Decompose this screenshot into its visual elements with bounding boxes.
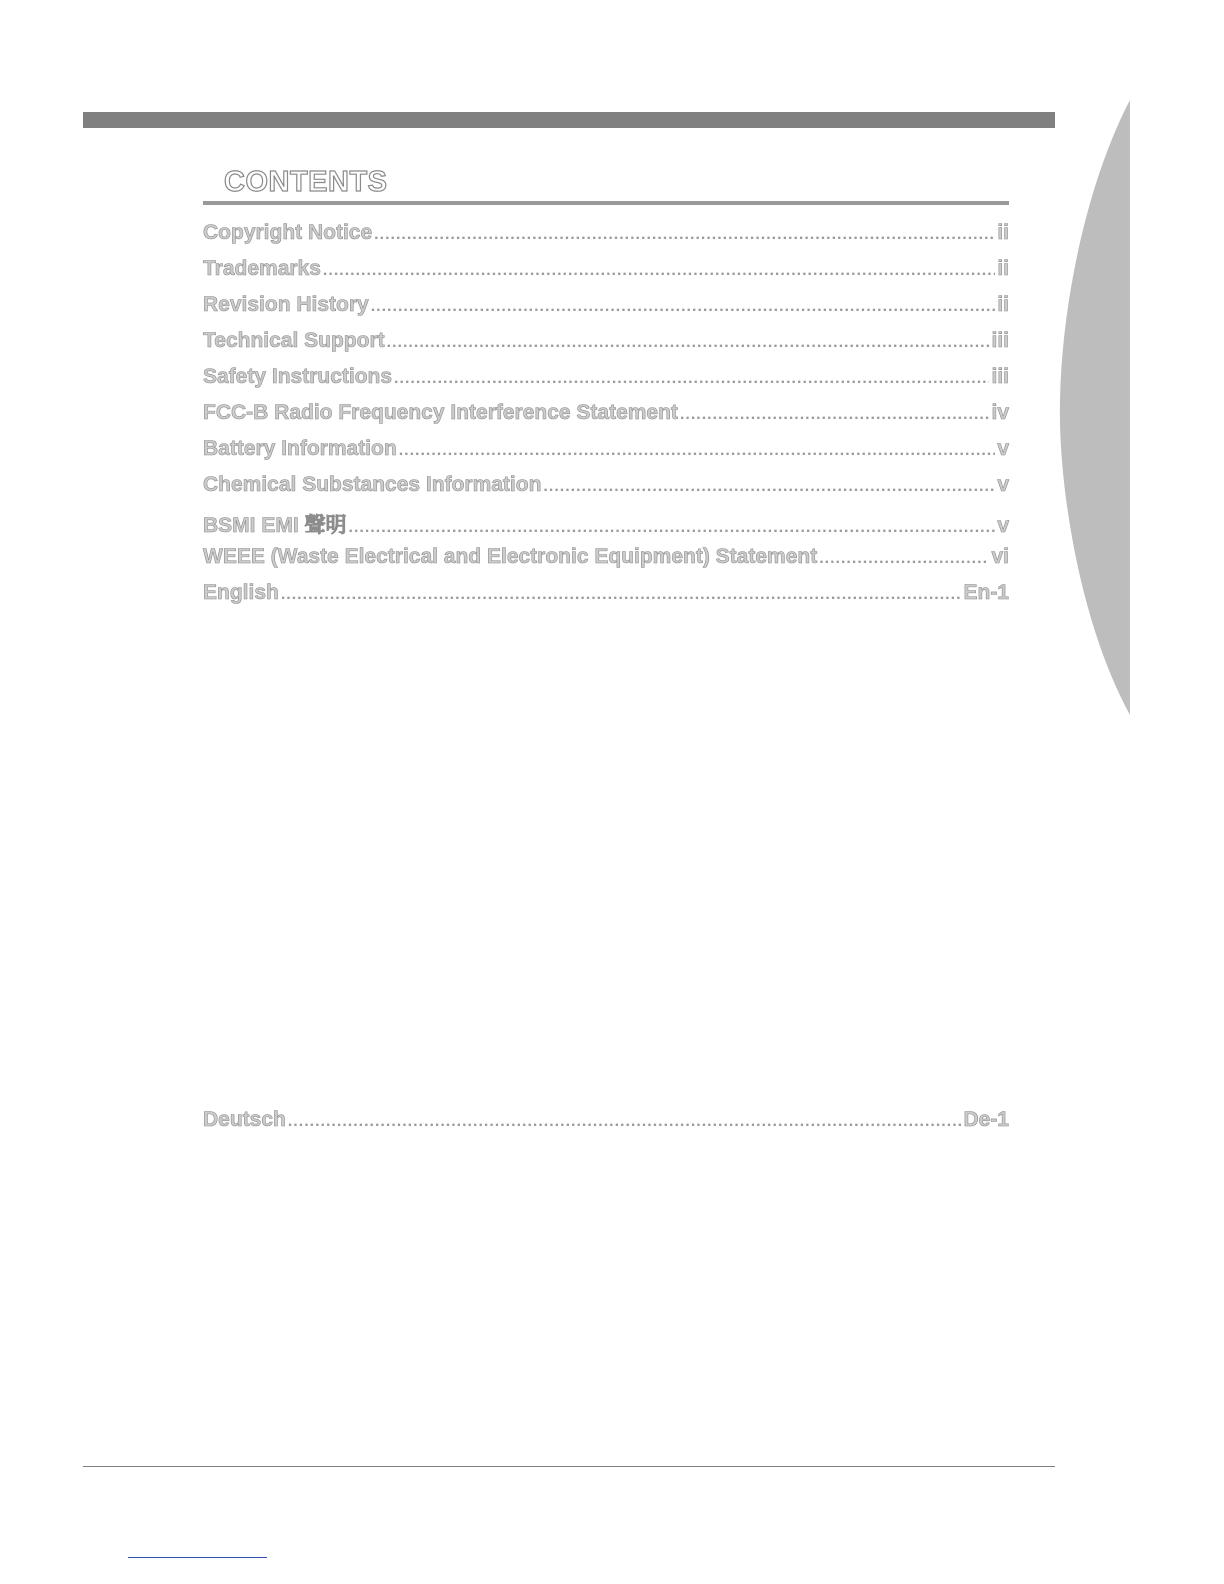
toc-entry-page: En-1 (963, 581, 1009, 604)
toc-entry-copyright-notice[interactable] (203, 221, 1009, 251)
toc-entry-fcc-b-statement[interactable] (203, 401, 1009, 431)
toc-entry-page: v (997, 473, 1009, 496)
toc-dot-leader (374, 226, 995, 244)
footer-rule (83, 1466, 1055, 1467)
toc-entry-page: ii (997, 221, 1009, 244)
toc-entry-page: vi (991, 545, 1009, 568)
footer-link-underline (128, 1557, 267, 1558)
toc-entry-page: v (997, 437, 1009, 460)
toc-entry-label: English (203, 581, 279, 604)
toc-entry-label: Technical Support (203, 329, 385, 352)
toc-entry-page: ii (997, 293, 1009, 316)
toc-entry-page: iv (991, 401, 1009, 424)
toc-entry-label: Revision History (203, 293, 369, 316)
toc-entry-trademarks[interactable] (203, 257, 1009, 287)
toc-entry-page: iii (991, 365, 1009, 388)
toc-dot-leader (323, 262, 995, 280)
side-tab-decoration (1058, 100, 1138, 715)
toc-dot-leader (349, 519, 996, 537)
toc-entry-weee-statement[interactable] (203, 545, 1009, 575)
toc-entry-label: Safety Instructions (203, 365, 393, 388)
toc-dot-leader (399, 442, 996, 460)
toc-entry-bsmi-emi[interactable] (203, 509, 1009, 539)
toc-entry-english[interactable] (203, 581, 1009, 611)
toc-entry-label: Trademarks (203, 257, 321, 280)
toc-dot-leader (394, 370, 989, 388)
title-underline (203, 201, 1009, 205)
toc-entry-page: v (997, 514, 1009, 537)
toc-entry-label: WEEE (Waste Electrical and Electronic Equipment) Statement (203, 545, 818, 568)
toc-entry-chemical-substances[interactable] (203, 473, 1009, 503)
header-bar (83, 112, 1055, 128)
toc-entry-label: Battery Information (203, 437, 397, 460)
toc-dot-leader (819, 550, 989, 568)
toc-entry-revision-history[interactable] (203, 293, 1009, 323)
toc-dot-leader (387, 334, 990, 352)
toc-entry-label: BSMI EMI 聲明 (203, 514, 347, 537)
toc-entry-page: ii (997, 257, 1009, 280)
toc-dot-leader (680, 406, 990, 424)
toc-entry-label: Copyright Notice (203, 221, 373, 244)
toc-entry-safety-instructions[interactable] (203, 365, 1009, 395)
toc-entry-page: iii (991, 329, 1009, 352)
page-title: CONTENTS (224, 166, 388, 198)
toc-dot-leader (281, 586, 962, 604)
toc-entry-deutsch[interactable] (203, 1108, 1009, 1138)
toc-entry-label: FCC-B Radio Frequency Interference Statement (203, 401, 678, 424)
toc-entry-label: Deutsch (203, 1108, 286, 1131)
toc-entry-technical-support[interactable] (203, 329, 1009, 359)
toc-entry-battery-information[interactable] (203, 437, 1009, 467)
toc-dot-leader (288, 1113, 962, 1131)
toc-dot-leader (371, 298, 996, 316)
toc-entry-page: De-1 (963, 1108, 1009, 1131)
toc-dot-leader (543, 478, 995, 496)
toc-entry-label: Chemical Substances Information (203, 473, 542, 496)
